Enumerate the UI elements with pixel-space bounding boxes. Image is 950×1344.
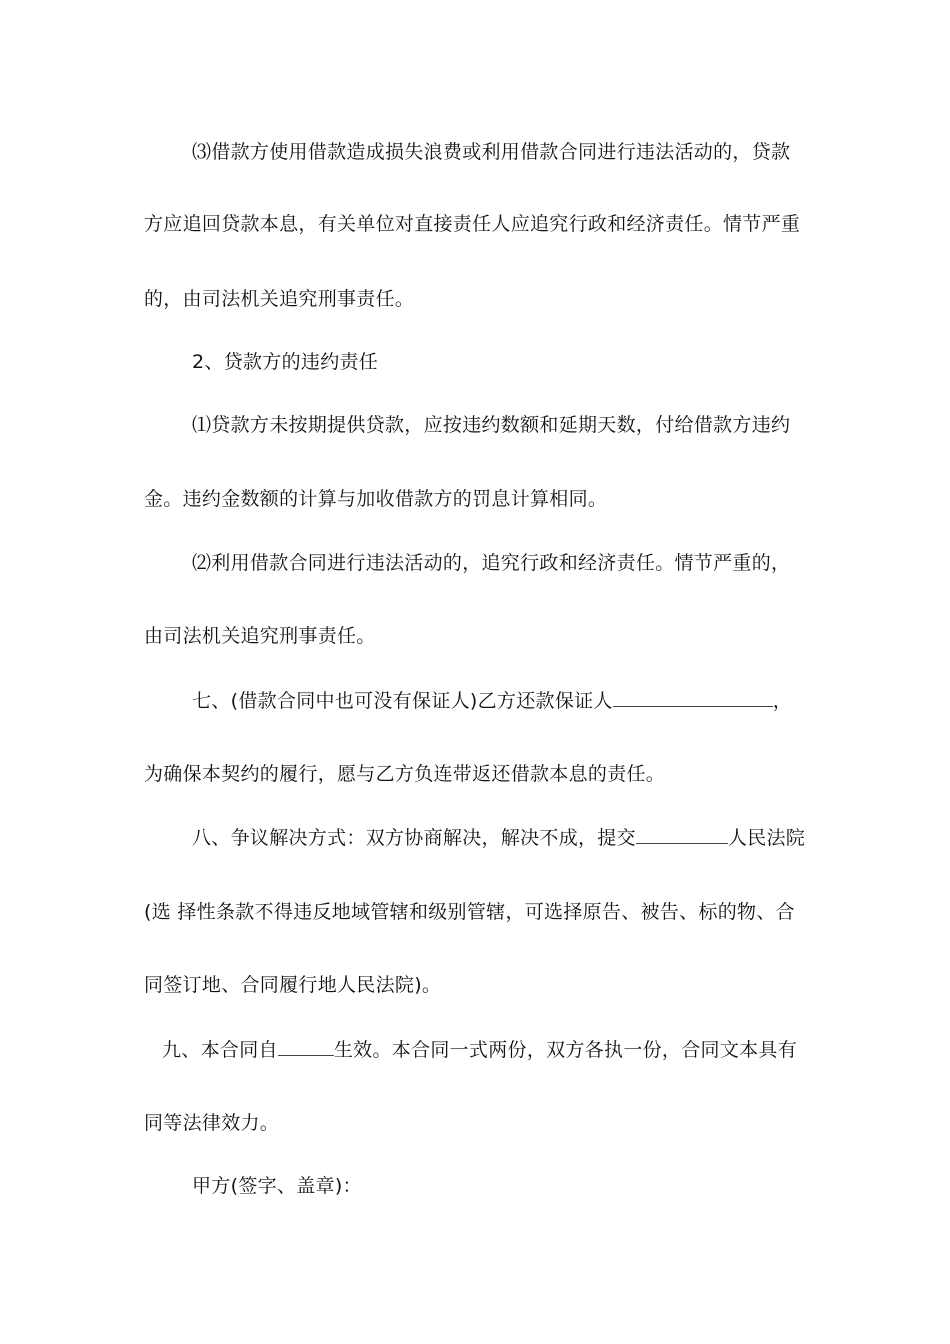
- guarantor-blank[interactable]: [613, 688, 773, 707]
- paragraph-line: 为确保本契约的履行，愿与乙方负连带返还借款本息的责任。: [144, 763, 666, 785]
- clause-seven-suffix: ，: [772, 690, 793, 712]
- clause-seven-prefix: 七、(借款合同中也可没有保证人)乙方还款保证人: [192, 690, 613, 712]
- section-heading: 2、贷款方的违约责任: [192, 351, 379, 373]
- clause-eight-suffix: 人民法院: [727, 827, 806, 849]
- clause-nine-prefix: 九、本合同自: [162, 1039, 278, 1061]
- paragraph-line: ⑵利用借款合同进行违法活动的，追究行政和经济责任。情节严重的，: [192, 552, 791, 574]
- paragraph-line: 金。违约金数额的计算与加收借款方的罚息计算相同。: [144, 488, 608, 510]
- clause-eight-prefix: 八、争议解决方式：双方协商解决，解决不成，提交: [192, 827, 636, 849]
- paragraph-line: 的，由司法机关追究刑事责任。: [144, 288, 415, 310]
- party-a-signature-label: 甲方(签字、盖章)：: [192, 1175, 362, 1197]
- clause-nine-suffix: 生效。本合同一式两份，双方各执一份，合同文本具有: [333, 1039, 798, 1061]
- court-blank[interactable]: [636, 825, 728, 844]
- paragraph-line: 同等法律效力。: [144, 1112, 280, 1134]
- paragraph-line: 同签订地、合同履行地人民法院)。: [144, 974, 442, 996]
- paragraph-line: ⑴贷款方未按期提供贷款，应按违约数额和延期天数，付给借款方违约: [192, 414, 791, 436]
- paragraph-line: ⑶借款方使用借款造成损失浪费或利用借款合同进行违法活动的，贷款: [192, 141, 791, 163]
- paragraph-line: (选 择性条款不得违反地域管辖和级别管辖，可选择原告、被告、标的物、合: [144, 901, 795, 923]
- clause-eight-line: [192, 825, 805, 850]
- clause-nine-line: [162, 1037, 797, 1062]
- paragraph-line: 由司法机关追究刑事责任。: [144, 625, 376, 647]
- paragraph-line: 方应追回贷款本息，有关单位对直接责任人应追究行政和经济责任。情节严重: [144, 213, 801, 235]
- clause-seven-line: [192, 688, 792, 713]
- effective-date-blank[interactable]: [278, 1037, 334, 1056]
